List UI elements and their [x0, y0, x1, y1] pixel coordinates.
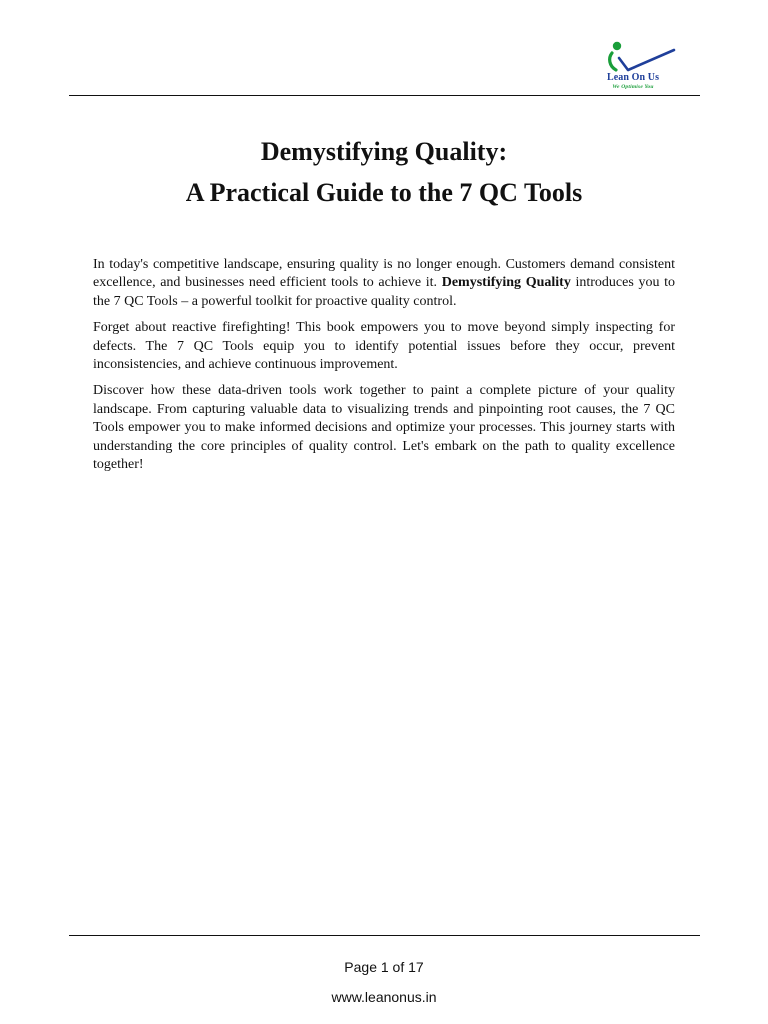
page-number: Page 1 of 17	[344, 959, 424, 975]
header-divider	[69, 95, 700, 96]
logo-tagline: We Optimise You	[612, 84, 654, 90]
logo-person-head	[613, 42, 621, 50]
third-paragraph: Discover how these data-driven tools work together to paint a complete picture of your quality landscape. From capturing valuable data to visualizing trends and pinpointing root causes, the 7 QC Tools empower you to make informed decisions and optimize your processes. This journey starts with understanding the core principles of quality control. Let's embark on the path to quality excellence together!	[93, 383, 675, 473]
document-title-line-1: Demystifying Quality:	[260, 137, 508, 166]
intro-text-start: In today's competitive landscape, ensuring quality is no longer enough. Customers demand consistent excellence, and businesses need efficient tools to achieve it.	[93, 257, 675, 291]
website-link[interactable]: www.leanonus.in	[331, 989, 437, 1005]
book-title-emphasis: Demystifying Quality	[441, 275, 571, 291]
document-body	[93, 256, 675, 482]
logo-wordmark: Lean On Us	[606, 72, 660, 83]
logo-person-arc	[610, 53, 616, 70]
intro-text-end: introduces you to the 7 QC Tools – a powerful toolkit for proactive quality control.	[93, 275, 675, 309]
logo-check-mark	[619, 50, 674, 70]
second-paragraph: Forget about reactive firefighting! This book empowers you to move beyond simply inspecting for defects. The 7 QC Tools equip you to identify potential issues before they occur, prevent inconsistencies, and achieve continuous improvement.	[93, 320, 675, 373]
intro-paragraph	[93, 256, 675, 311]
document-title-line-2: A Practical Guide to the 7 QC Tools	[185, 178, 583, 207]
footer-divider	[69, 935, 700, 936]
company-logo	[592, 38, 682, 94]
